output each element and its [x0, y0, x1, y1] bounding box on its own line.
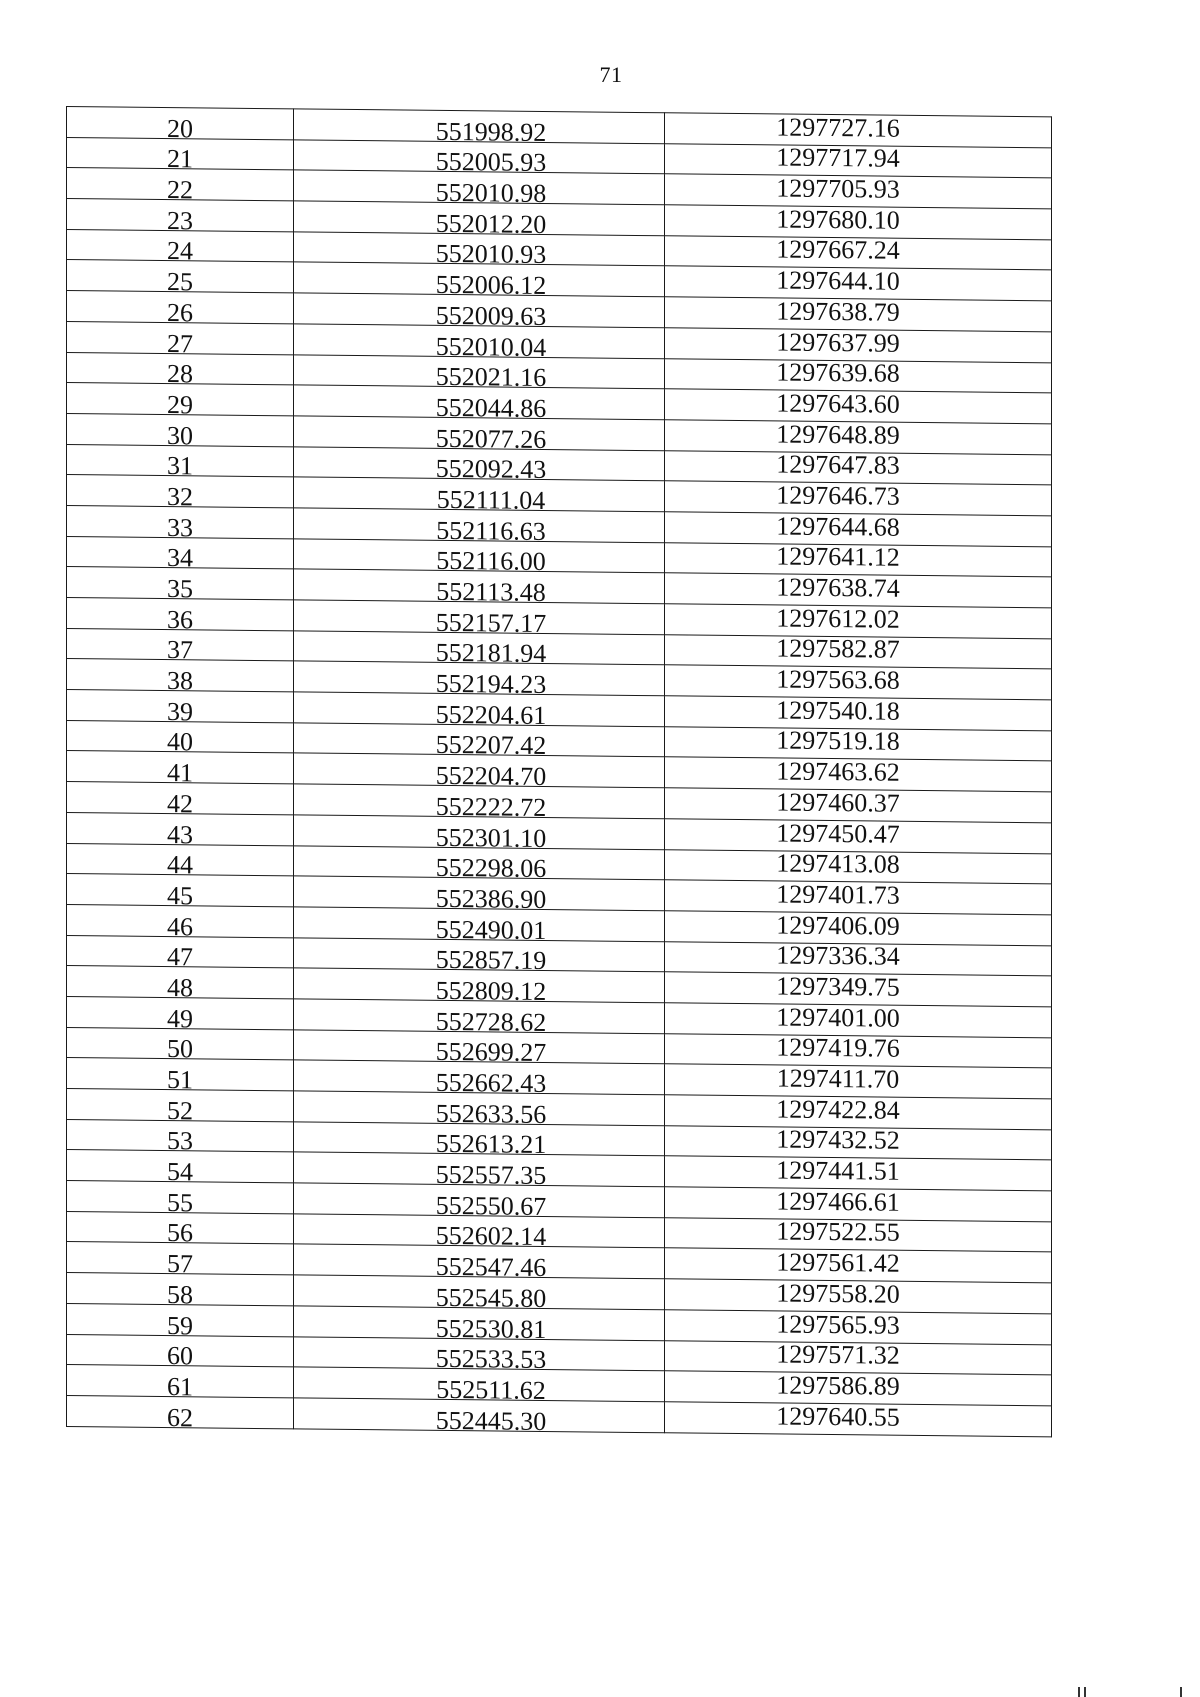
- y-coordinate-cell: [665, 236, 1052, 271]
- y-coordinate-cell: [665, 1371, 1052, 1406]
- cell-text: 1297540.18: [776, 695, 900, 726]
- scan-mark: [1180, 1687, 1182, 1697]
- cell-text: 1297522.55: [776, 1216, 900, 1248]
- y-coordinate-cell: [665, 1187, 1052, 1222]
- cell-text: 552633.56: [435, 1098, 547, 1129]
- y-coordinate-cell: [665, 757, 1052, 792]
- cell-text: 37: [167, 635, 193, 665]
- cell-text: 51: [167, 1065, 193, 1095]
- y-coordinate-cell: [665, 788, 1052, 823]
- cell-text: 35: [167, 574, 193, 604]
- cell-text: 552010.98: [435, 177, 547, 209]
- cell-text: 552010.93: [435, 239, 547, 270]
- cell-text: 59: [167, 1310, 193, 1340]
- cell-text: 552157.17: [435, 607, 547, 638]
- coordinates-table: [66, 106, 1052, 1437]
- cell-text: 1297639.68: [776, 357, 900, 388]
- cell-text: 1297466.61: [776, 1186, 900, 1217]
- cell-text: 53: [167, 1126, 193, 1156]
- cell-text: 1297432.52: [776, 1124, 900, 1156]
- cell-text: 552207.42: [435, 730, 547, 761]
- cell-text: 1297413.08: [776, 848, 900, 879]
- y-coordinate-cell: [665, 880, 1052, 915]
- cell-text: 41: [167, 758, 193, 788]
- cell-text: 552204.61: [435, 699, 547, 730]
- cell-text: 552044.86: [435, 392, 547, 423]
- cell-text: 24: [167, 236, 193, 266]
- y-coordinate-cell: [665, 143, 1052, 178]
- cell-text: 1297561.42: [776, 1247, 900, 1278]
- y-coordinate-cell: [665, 389, 1052, 424]
- y-coordinate-cell: [665, 665, 1052, 700]
- cell-text: 1297565.93: [776, 1308, 900, 1340]
- cell-text: 552116.00: [436, 546, 546, 577]
- y-coordinate-cell: [665, 1156, 1052, 1191]
- y-coordinate-cell: [665, 297, 1052, 332]
- cell-text: 552445.30: [435, 1405, 547, 1436]
- cell-text: 1297646.73: [776, 480, 900, 511]
- cell-text: 1297644.10: [776, 265, 900, 296]
- cell-text: 54: [167, 1157, 193, 1187]
- cell-text: 552021.16: [435, 362, 547, 393]
- cell-text: 552550.67: [435, 1190, 547, 1221]
- cell-text: 56: [167, 1218, 193, 1248]
- y-coordinate-cell: [665, 972, 1052, 1007]
- cell-text: 21: [167, 144, 193, 174]
- cell-text: 552728.62: [435, 1006, 547, 1037]
- y-coordinate-cell: [665, 1064, 1052, 1099]
- cell-text: 27: [167, 328, 193, 358]
- cell-text: 552113.48: [436, 576, 546, 608]
- cell-text: 1297637.99: [776, 326, 900, 358]
- cell-text: 33: [167, 512, 193, 542]
- cell-text: 42: [167, 788, 193, 819]
- cell-text: 52: [167, 1095, 193, 1126]
- cell-text: 552222.72: [435, 791, 547, 822]
- y-coordinate-cell: [665, 512, 1052, 547]
- cell-text: 1297401.00: [776, 1002, 900, 1033]
- cell-text: 552557.35: [435, 1159, 547, 1191]
- y-coordinate-cell: [665, 420, 1052, 455]
- y-coordinate-cell: [665, 113, 1052, 148]
- cell-text: 1297717.94: [776, 142, 900, 174]
- cell-text: 552116.63: [436, 515, 546, 546]
- y-coordinate-cell: [665, 1003, 1052, 1038]
- cell-text: 36: [167, 604, 193, 635]
- y-coordinate-cell: [665, 1125, 1052, 1160]
- cell-text: 1297419.76: [776, 1032, 900, 1064]
- cell-text: 38: [167, 666, 193, 696]
- cell-text: 47: [167, 942, 193, 972]
- cell-text: 1297648.89: [776, 419, 900, 450]
- cell-text: 552012.20: [435, 208, 547, 239]
- cell-text: 58: [167, 1279, 193, 1310]
- cell-text: 552194.23: [435, 668, 547, 700]
- cell-text: 551998.92: [435, 116, 547, 147]
- scan-mark: [1078, 1687, 1080, 1697]
- y-coordinate-cell: [665, 266, 1052, 301]
- cell-text: 552077.26: [435, 423, 547, 454]
- cell-text: 23: [167, 205, 193, 236]
- cell-text: 552662.43: [435, 1067, 547, 1099]
- cell-text: 552301.10: [435, 822, 547, 853]
- cell-text: 552857.19: [435, 945, 547, 976]
- point-number-cell: [67, 107, 294, 144]
- y-coordinate-cell: [665, 1218, 1052, 1253]
- cell-text: 49: [167, 1003, 193, 1033]
- y-coordinate-cell: [665, 205, 1052, 240]
- cell-text: 1297638.79: [776, 296, 900, 327]
- cell-text: 40: [167, 727, 193, 757]
- cell-text: 1297643.60: [776, 388, 900, 419]
- cell-text: 1297680.10: [776, 204, 900, 235]
- cell-text: 1297401.73: [776, 879, 900, 910]
- cell-text: 552006.12: [435, 269, 547, 301]
- cell-text: 552613.21: [435, 1129, 547, 1160]
- page-number: 71: [599, 62, 623, 87]
- cell-text: 1297612.02: [776, 603, 900, 634]
- y-coordinate-cell: [665, 542, 1052, 577]
- cell-text: 1297727.16: [776, 112, 900, 143]
- cell-text: 1297422.84: [776, 1094, 900, 1125]
- y-coordinate-cell: [665, 727, 1052, 762]
- y-coordinate-cell: [665, 1033, 1052, 1068]
- cell-text: 552009.63: [435, 300, 547, 331]
- cell-text: 26: [167, 297, 193, 328]
- cell-text: 1297705.93: [776, 173, 900, 204]
- cell-text: 25: [167, 267, 193, 297]
- cell-text: 22: [167, 175, 193, 205]
- cell-text: 552511.62: [436, 1374, 546, 1405]
- cell-text: 552533.53: [435, 1344, 547, 1375]
- cell-text: 44: [167, 850, 193, 880]
- cell-text: 552092.43: [435, 454, 547, 485]
- cell-text: 1297586.89: [776, 1370, 900, 1401]
- cell-text: 1297450.47: [776, 817, 900, 849]
- cell-text: 552386.90: [435, 883, 547, 914]
- y-coordinate-cell: [665, 358, 1052, 393]
- cell-text: 1297463.62: [776, 756, 900, 787]
- cell-text: 31: [167, 451, 193, 481]
- cell-text: 552547.46: [435, 1251, 547, 1283]
- y-coordinate-cell: [665, 481, 1052, 516]
- cell-text: 1297640.55: [776, 1401, 900, 1432]
- cell-text: 552699.27: [435, 1037, 547, 1068]
- y-coordinate-cell: [665, 1402, 1052, 1437]
- cell-text: 1297406.09: [776, 910, 900, 941]
- cell-text: 62: [167, 1402, 193, 1432]
- y-coordinate-cell: [665, 1340, 1052, 1375]
- cell-text: 20: [167, 113, 193, 144]
- cell-text: 1297638.74: [776, 572, 900, 603]
- cell-text: 43: [167, 819, 193, 849]
- cell-text: 1297558.20: [776, 1278, 900, 1309]
- y-coordinate-cell: [665, 1279, 1052, 1314]
- cell-text: 552005.93: [435, 147, 547, 178]
- cell-text: 1297411.70: [776, 1063, 900, 1094]
- cell-text: 30: [167, 420, 193, 450]
- y-coordinate-cell: [665, 573, 1052, 608]
- y-coordinate-cell: [665, 604, 1052, 639]
- cell-text: 552530.81: [435, 1313, 547, 1344]
- scan-mark: [1084, 1687, 1086, 1697]
- cell-text: 552181.94: [435, 638, 547, 669]
- cell-text: 1297349.75: [776, 971, 900, 1002]
- cell-text: 552809.12: [435, 975, 547, 1006]
- cell-text: 552010.04: [435, 331, 547, 362]
- cell-text: 1297644.68: [776, 511, 900, 542]
- cell-text: 552111.04: [436, 484, 546, 515]
- cell-text: 552490.01: [435, 914, 547, 945]
- y-coordinate-cell: [665, 849, 1052, 884]
- cell-text: 1297336.34: [776, 940, 900, 971]
- cell-text: 1297667.24: [776, 234, 900, 266]
- cell-text: 552602.14: [435, 1221, 547, 1252]
- y-coordinate-cell: [665, 1095, 1052, 1130]
- cell-text: 45: [167, 880, 193, 911]
- cell-text: 1297641.12: [776, 541, 900, 573]
- cell-text: 28: [167, 359, 193, 389]
- cell-text: 1297563.68: [776, 664, 900, 695]
- cell-text: 39: [167, 696, 193, 727]
- y-coordinate-cell: [665, 1310, 1052, 1345]
- cell-text: 1297582.87: [776, 633, 900, 665]
- cell-text: 1297460.37: [776, 787, 900, 818]
- y-coordinate-cell: [665, 911, 1052, 946]
- cell-text: 552545.80: [435, 1282, 547, 1313]
- y-coordinate-cell: [665, 328, 1052, 363]
- y-coordinate-cell: [665, 1248, 1052, 1283]
- y-coordinate-cell: [665, 819, 1052, 854]
- cell-text: 60: [167, 1341, 193, 1371]
- cell-text: 55: [167, 1187, 193, 1218]
- cell-text: 1297519.18: [776, 725, 900, 757]
- cell-text: 1297647.83: [776, 449, 900, 480]
- y-coordinate-cell: [665, 174, 1052, 209]
- cell-text: 57: [167, 1249, 193, 1279]
- cell-text: 552204.70: [435, 760, 547, 792]
- cell-text: 48: [167, 972, 193, 1003]
- x-coordinate-cell: [294, 109, 665, 147]
- cell-text: 552298.06: [435, 853, 547, 884]
- y-coordinate-cell: [665, 696, 1052, 731]
- cell-text: 46: [167, 911, 193, 941]
- cell-text: 61: [167, 1371, 193, 1402]
- y-coordinate-cell: [665, 941, 1052, 976]
- coordinates-table-body: [67, 107, 1052, 1437]
- y-coordinate-cell: [665, 634, 1052, 669]
- cell-text: 34: [167, 543, 193, 573]
- cell-text: 32: [167, 481, 193, 512]
- cell-text: 1297441.51: [776, 1155, 900, 1186]
- cell-text: 1297571.32: [776, 1339, 900, 1370]
- cell-text: 50: [167, 1034, 193, 1064]
- y-coordinate-cell: [665, 450, 1052, 485]
- cell-text: 29: [167, 389, 193, 420]
